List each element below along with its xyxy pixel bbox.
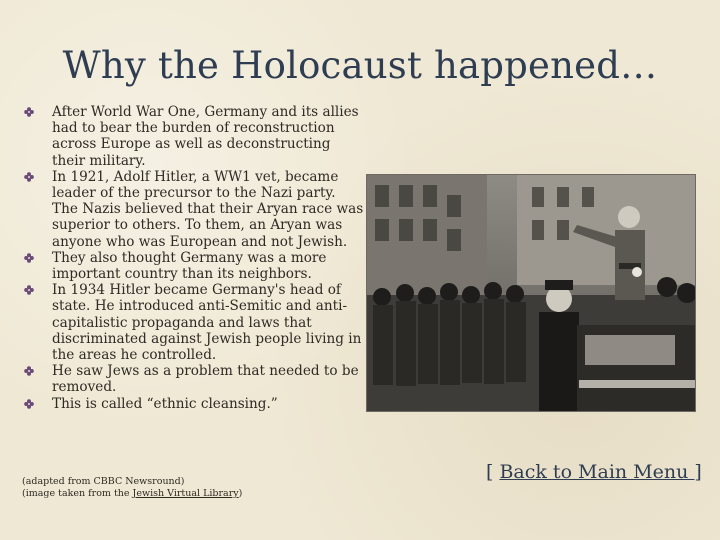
diamond-bullet-icon <box>24 399 34 409</box>
back-to-main-menu <box>486 460 702 484</box>
list-item <box>24 104 364 169</box>
credit-line-source: (adapted from CBBC Newsround) <box>22 476 185 487</box>
diamond-bullet-icon <box>24 253 34 263</box>
photo-illustration <box>367 175 696 412</box>
bullet-list <box>24 104 364 412</box>
slide-title: Why the Holocaust happened… <box>62 44 658 87</box>
credit-suffix: ) <box>238 488 243 499</box>
bullet-text: In 1921, Adolf Hitler, a WW1 vet, became leader of the precursor to the Nazi party. The Nazis believed that their Aryan race was superior to others. To them, an Aryan was anyone who was European and not Jewish. <box>52 168 364 250</box>
bullet-text: He saw Jews as a problem that needed to be removed. <box>52 363 359 396</box>
bullet-text: In 1934 Hitler became Germany's head of state. He introduced anti-Semitic and anti-capitalistic propaganda and laws that discriminated against Jewish people living in the areas he controlled. <box>52 282 362 364</box>
list-item <box>24 363 364 395</box>
list-item <box>24 169 364 250</box>
jewish-virtual-library-link[interactable]: Jewish Virtual Library <box>132 488 239 499</box>
list-item <box>24 282 364 363</box>
bullet-text: They also thought Germany was a more important country than its neighbors. <box>52 249 327 283</box>
diamond-bullet-icon <box>24 107 34 117</box>
credit-line-image <box>22 488 242 500</box>
back-bracket-close: ] <box>694 461 702 483</box>
historical-photo <box>366 174 696 412</box>
back-to-main-menu-link[interactable]: Back to Main Menu <box>499 461 695 483</box>
diamond-bullet-icon <box>24 366 34 376</box>
list-item <box>24 396 364 412</box>
diamond-bullet-icon <box>24 172 34 182</box>
bullet-text: This is called “ethnic cleansing.” <box>52 395 278 412</box>
diamond-bullet-icon <box>24 285 34 295</box>
back-bracket-open: [ <box>486 461 500 483</box>
list-item <box>24 250 364 282</box>
credit-note <box>22 476 242 500</box>
bullet-text: After World War One, Germany and its allies had to bear the burden of reconstruction across Europe as well as deconstructing their military. <box>52 104 359 169</box>
credit-prefix: (image taken from the <box>22 488 133 499</box>
